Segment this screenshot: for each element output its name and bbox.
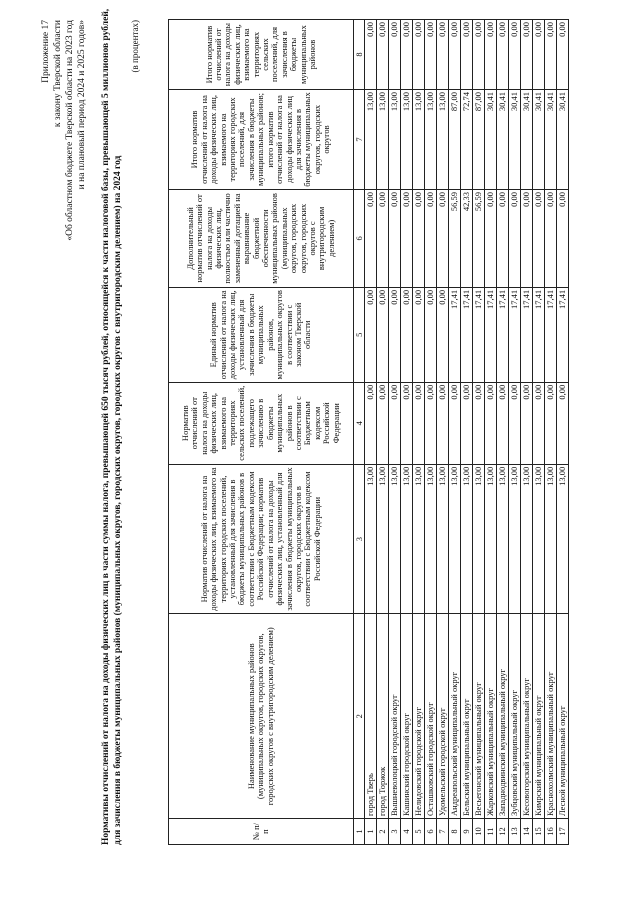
table-row <box>545 20 557 845</box>
table-row <box>389 20 401 845</box>
norm-value: 13,00 <box>545 464 557 614</box>
header-cell: № п/п <box>169 819 354 845</box>
row-number: 5 <box>413 819 425 845</box>
norm-value: 0,00 <box>533 189 545 287</box>
column-number: 2 <box>354 614 365 819</box>
row-number: 2 <box>377 819 389 845</box>
column-number: 5 <box>354 287 365 382</box>
municipality-name: Вышневолоцкий городской округ <box>389 614 401 819</box>
appendix-line-3: «Об областном бюджете Тверской области на 2023 год <box>65 20 75 241</box>
municipality-name: Лесной муниципальный округ <box>557 614 569 819</box>
norm-value: 0,00 <box>509 382 521 464</box>
norm-value: 17,41 <box>557 287 569 382</box>
header-cell: Наименование муниципальных районов (муниципальных округов, городских округов, городских округов с внутригородским делением) <box>169 614 354 819</box>
units-label: (в процентах) <box>130 20 140 73</box>
norm-value: 13,00 <box>437 90 449 190</box>
table-row <box>533 20 545 845</box>
norm-value: 0,00 <box>509 20 521 90</box>
norm-value: 0,00 <box>449 20 461 90</box>
row-number: 15 <box>533 819 545 845</box>
column-number: 4 <box>354 382 365 464</box>
header-cell: Дополнительный норматив отчислений от налога на доходы физических лиц, полностью или частично замененный дотацией на выравнивание бюджетной обеспеченности муниципальных районов (муниципальных округов, городских округов, городских округов с внутригородским делением) <box>169 189 354 287</box>
norm-value: 0,00 <box>377 287 389 382</box>
header-row <box>169 20 354 845</box>
table-row <box>473 20 485 845</box>
norm-value: 13,00 <box>437 464 449 614</box>
norm-value: 30,41 <box>533 90 545 190</box>
norm-value: 0,00 <box>521 189 533 287</box>
norm-value: 0,00 <box>377 382 389 464</box>
norm-value: 0,00 <box>533 20 545 90</box>
norm-value: 0,00 <box>437 382 449 464</box>
column-number: 8 <box>354 20 365 90</box>
norm-value: 17,41 <box>521 287 533 382</box>
table-row <box>461 20 473 845</box>
row-number: 1 <box>365 819 377 845</box>
municipality-name: Кашинский городской округ <box>401 614 413 819</box>
norm-value: 17,41 <box>485 287 497 382</box>
municipality-name: Жарковский муниципальный округ <box>485 614 497 819</box>
header-cell: Норматив отчислений от налога на доходы физических лиц, взимаемого на территориях городских поселений, установленный для зачисления в бюджеты муниципальных районов в соответствии с Бюджетным кодексом Российской Федерации; норматив отчислений от налога на доходы физических лиц, установленный для зачисления в бюджеты муниципальных округов, городских округов в соответствии с Бюджетным кодексом Российской Федерации <box>169 464 354 614</box>
norm-value: 17,41 <box>509 287 521 382</box>
municipality-name: Бельский муниципальный округ <box>461 614 473 819</box>
norm-value: 0,00 <box>401 287 413 382</box>
norm-value: 17,41 <box>449 287 461 382</box>
table-row <box>365 20 377 845</box>
table-row <box>521 20 533 845</box>
norm-value: 0,00 <box>425 189 437 287</box>
norm-value: 13,00 <box>401 90 413 190</box>
norm-value: 0,00 <box>485 189 497 287</box>
norm-value: 13,00 <box>449 464 461 614</box>
norm-value: 0,00 <box>425 20 437 90</box>
norm-value: 13,00 <box>461 464 473 614</box>
norm-value: 0,00 <box>545 189 557 287</box>
appendix-line-4: и на плановый период 2024 и 2025 годов» <box>77 20 87 190</box>
norms-table <box>168 19 569 845</box>
norm-value: 72,74 <box>461 90 473 190</box>
norm-value: 0,00 <box>425 287 437 382</box>
norm-value: 0,00 <box>533 382 545 464</box>
norm-value: 0,00 <box>473 382 485 464</box>
norm-value: 30,41 <box>497 90 509 190</box>
municipality-name: Нелидовский городской округ <box>413 614 425 819</box>
row-number: 16 <box>545 819 557 845</box>
table-row <box>401 20 413 845</box>
column-number: 7 <box>354 90 365 190</box>
norm-value: 0,00 <box>557 20 569 90</box>
norm-value: 0,00 <box>413 382 425 464</box>
norm-value: 13,00 <box>389 90 401 190</box>
municipality-name: Зубцовский муниципальный округ <box>509 614 521 819</box>
table-row <box>425 20 437 845</box>
header-cell: Единый норматив отчислений от налога на доходы физических лиц, установленный для зачисления в бюджеты муниципальных районов, муниципальных округов в соответствии с законом Тверской области <box>169 287 354 382</box>
norm-value: 0,00 <box>521 20 533 90</box>
norm-value: 13,00 <box>389 464 401 614</box>
row-number: 4 <box>401 819 413 845</box>
norm-value: 0,00 <box>437 287 449 382</box>
norm-value: 0,00 <box>413 189 425 287</box>
norm-value: 56,59 <box>473 189 485 287</box>
document-title: Нормативы отчислений от налога на доходы физических лиц в части суммы налога, превышающей 650 тысяч рублей, относящейся к части налоговой базы, превышающей 5 миллионов рублей, для зачисления в бюджеты муниципальных районов (муниципальных округов, городских округов, городских округов с внутригородским делением) на 2024 год <box>101 8 123 845</box>
norm-value: 0,00 <box>425 382 437 464</box>
norm-value: 0,00 <box>389 189 401 287</box>
norm-value: 17,41 <box>473 287 485 382</box>
row-number: 10 <box>473 819 485 845</box>
norm-value: 13,00 <box>509 464 521 614</box>
norm-value: 0,00 <box>437 20 449 90</box>
municipality-name: Удомельский городской округ <box>437 614 449 819</box>
appendix-block <box>40 20 88 420</box>
norm-value: 13,00 <box>413 464 425 614</box>
table-row <box>413 20 425 845</box>
norm-value: 0,00 <box>473 20 485 90</box>
norm-value: 0,00 <box>545 382 557 464</box>
norm-value: 13,00 <box>497 464 509 614</box>
norm-value: 13,00 <box>377 464 389 614</box>
norm-value: 0,00 <box>389 20 401 90</box>
norm-value: 30,41 <box>545 90 557 190</box>
norm-value: 13,00 <box>365 90 377 190</box>
norm-value: 30,41 <box>485 90 497 190</box>
norm-value: 0,00 <box>365 20 377 90</box>
norm-value: 0,00 <box>461 20 473 90</box>
municipality-name: Кимрский муниципальный округ <box>533 614 545 819</box>
row-number: 11 <box>485 819 497 845</box>
norm-value: 0,00 <box>449 382 461 464</box>
norm-value: 13,00 <box>473 464 485 614</box>
norm-value: 13,00 <box>365 464 377 614</box>
norm-value: 0,00 <box>557 382 569 464</box>
municipality-name: город Тверь <box>365 614 377 819</box>
norm-value: 87,00 <box>473 90 485 190</box>
norm-value: 0,00 <box>401 20 413 90</box>
norm-value: 0,00 <box>365 287 377 382</box>
norm-value: 0,00 <box>545 20 557 90</box>
table-row <box>449 20 461 845</box>
row-number: 6 <box>425 819 437 845</box>
column-number-row <box>354 20 365 845</box>
municipality-name: Андреапольский муниципальный округ <box>449 614 461 819</box>
header-cell: Итого норматив отчислений от налога на доходы физических лиц, взимаемого на территориях сельских поселений, для зачисления в бюджеты муниципальных районов <box>169 20 354 90</box>
norm-value: 0,00 <box>401 382 413 464</box>
norm-value: 0,00 <box>413 20 425 90</box>
municipality-name: Весьегонский муниципальный округ <box>473 614 485 819</box>
norm-value: 0,00 <box>497 189 509 287</box>
appendix-line-2: к закону Тверской области <box>53 20 63 128</box>
norm-value: 0,00 <box>509 189 521 287</box>
norm-value: 13,00 <box>521 464 533 614</box>
norm-value: 13,00 <box>377 90 389 190</box>
norm-value: 17,41 <box>497 287 509 382</box>
norm-value: 17,41 <box>533 287 545 382</box>
table-row <box>557 20 569 845</box>
row-number: 12 <box>497 819 509 845</box>
column-number: 6 <box>354 189 365 287</box>
municipality-name: город Торжок <box>377 614 389 819</box>
table-row <box>485 20 497 845</box>
norm-value: 87,00 <box>449 90 461 190</box>
row-number: 9 <box>461 819 473 845</box>
norm-value: 0,00 <box>401 189 413 287</box>
table-row <box>377 20 389 845</box>
norm-value: 0,00 <box>497 382 509 464</box>
table-row <box>509 20 521 845</box>
norm-value: 30,41 <box>509 90 521 190</box>
table-row <box>437 20 449 845</box>
norm-value: 0,00 <box>557 189 569 287</box>
column-number: 1 <box>354 819 365 845</box>
norm-value: 0,00 <box>365 382 377 464</box>
municipality-name: Краснохолмский муниципальный округ <box>545 614 557 819</box>
norm-value: 13,00 <box>401 464 413 614</box>
norm-value: 30,41 <box>557 90 569 190</box>
table-row <box>497 20 509 845</box>
norm-value: 56,59 <box>449 189 461 287</box>
norm-value: 13,00 <box>425 464 437 614</box>
norm-value: 42,33 <box>461 189 473 287</box>
norm-value: 0,00 <box>461 382 473 464</box>
norm-value: 0,00 <box>365 189 377 287</box>
norm-value: 0,00 <box>377 20 389 90</box>
norm-value: 13,00 <box>485 464 497 614</box>
row-number: 13 <box>509 819 521 845</box>
norm-value: 0,00 <box>389 382 401 464</box>
row-number: 3 <box>389 819 401 845</box>
norm-value: 0,00 <box>521 382 533 464</box>
norm-value: 30,41 <box>521 90 533 190</box>
row-number: 8 <box>449 819 461 845</box>
municipality-name: Западнодвинский муниципальный округ <box>497 614 509 819</box>
municipality-name: Кесовогорский муниципальный округ <box>521 614 533 819</box>
table-body <box>365 20 569 845</box>
row-number: 17 <box>557 819 569 845</box>
appendix-line-1: Приложение 17 <box>41 20 51 83</box>
norm-value: 13,00 <box>533 464 545 614</box>
norm-value: 0,00 <box>437 189 449 287</box>
norm-value: 17,41 <box>461 287 473 382</box>
norm-value: 13,00 <box>425 90 437 190</box>
norm-value: 0,00 <box>497 20 509 90</box>
norm-value: 0,00 <box>377 189 389 287</box>
municipality-name: Осташковский городской округ <box>425 614 437 819</box>
column-number: 3 <box>354 464 365 614</box>
header-cell: Норматив отчислений от налога на доходы физических лиц, взимаемого на территориях сельских поселений, подлежащего зачислению в бюджеты муниципальных районов в соответствии с Бюджетным кодексом Российской Федерации <box>169 382 354 464</box>
norm-value: 0,00 <box>485 382 497 464</box>
norm-value: 0,00 <box>485 20 497 90</box>
header-cell: Итого норматив отчислений от налога на доходы физических лиц, взимаемого на территориях городских поселений, для зачисления в бюджеты муниципальных районов; итого норматив отчислений от налога на доходы физических лиц для зачисления в бюджеты муниципальных округов, городских округов <box>169 90 354 190</box>
norm-value: 13,00 <box>413 90 425 190</box>
row-number: 7 <box>437 819 449 845</box>
norm-value: 13,00 <box>557 464 569 614</box>
row-number: 14 <box>521 819 533 845</box>
norm-value: 0,00 <box>413 287 425 382</box>
norm-value: 0,00 <box>389 287 401 382</box>
norm-value: 17,41 <box>545 287 557 382</box>
